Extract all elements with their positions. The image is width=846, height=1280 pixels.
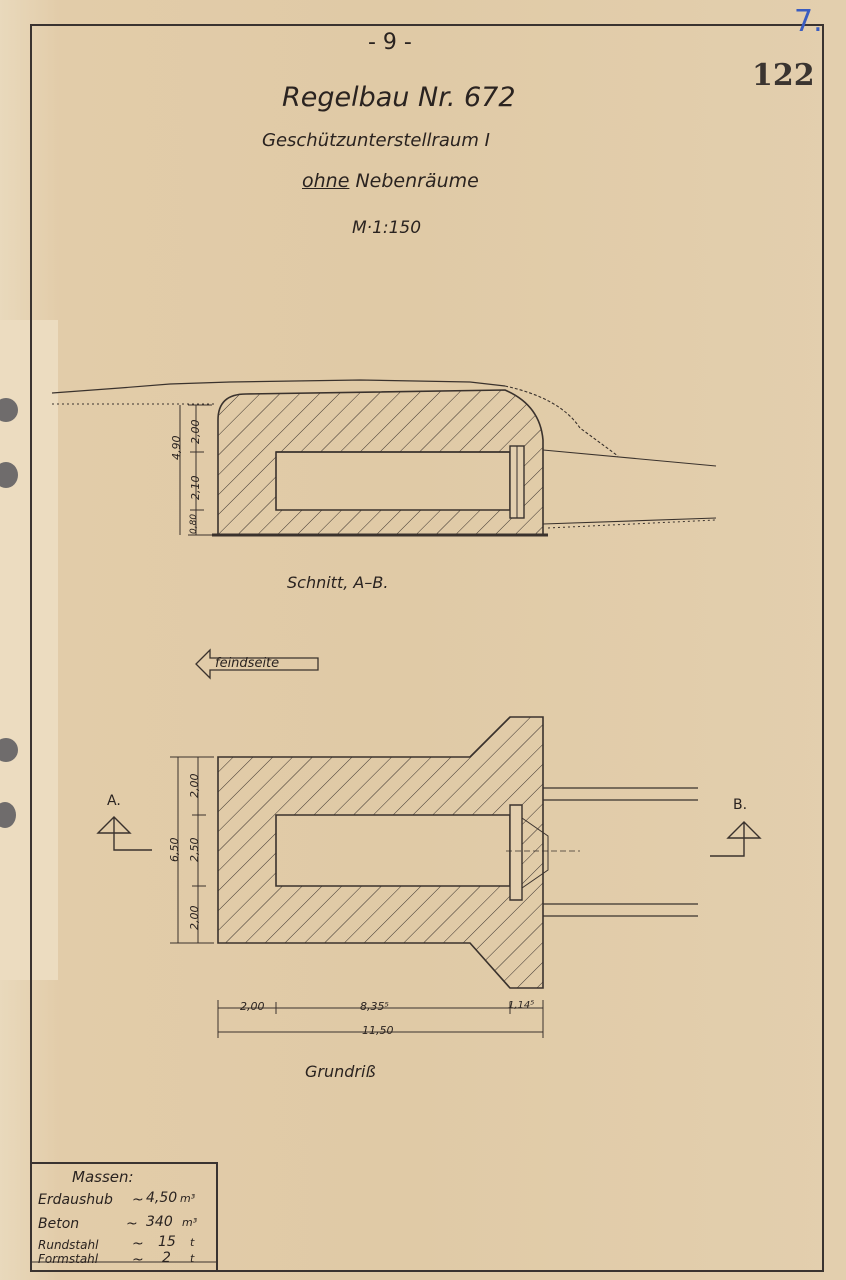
- massen-row-name: Beton: [38, 1216, 80, 1232]
- drawing-title: Regelbau Nr. 672: [282, 82, 516, 113]
- plan-dim-width-mid: 2,50: [188, 837, 201, 862]
- massen-row-value: 340: [146, 1214, 173, 1230]
- section-mark-a-label: A.: [107, 793, 121, 809]
- ground-slope-right: [543, 450, 716, 466]
- plan-dim-len-front: 1,14⁵: [508, 1000, 535, 1011]
- section-dim-bottom: 0,80: [189, 513, 199, 534]
- section-dim-top: 2,00: [189, 419, 202, 444]
- enemy-side-label: feindseite: [215, 656, 280, 671]
- massen-row-unit: m³: [180, 1192, 196, 1205]
- drawing-scale: M·1:150: [352, 218, 422, 238]
- plan-dim-width-total: 6,50: [168, 837, 181, 862]
- section-mark-b: [710, 822, 760, 856]
- massen-row-approx: ~: [132, 1236, 144, 1252]
- section-view: [52, 380, 716, 535]
- plan-dim-len-total: 11,50: [362, 1024, 394, 1037]
- plan-caption: Grundriß: [305, 1062, 376, 1081]
- plan-dim-width-bottom: 2,00: [188, 905, 201, 930]
- massen-row-name: Formstahl: [38, 1252, 99, 1266]
- massen-row-name: Rundstahl: [38, 1238, 99, 1252]
- variant-underlined: ohne: [302, 170, 350, 192]
- page-number: - 9 -: [368, 30, 412, 55]
- massen-row-approx: ~: [132, 1192, 144, 1208]
- section-mark-a: [98, 817, 152, 850]
- plan-dim-len-wall: 2,00: [240, 1000, 265, 1013]
- massen-row-unit: t: [190, 1236, 195, 1249]
- plan-dim-len-room: 8,35⁵: [360, 1000, 389, 1013]
- bunker-section-concrete: [218, 390, 543, 535]
- ground-line-right: [543, 518, 716, 524]
- massen-row-value: 4,50: [146, 1190, 178, 1206]
- massen-row-approx: ~: [126, 1216, 138, 1232]
- massen-row-value: 2: [162, 1250, 171, 1266]
- plan-embrasure: [510, 805, 522, 900]
- massen-heading: Massen:: [72, 1168, 134, 1186]
- massen-row-unit: t: [190, 1252, 195, 1265]
- massen-row-unit: m³: [182, 1216, 198, 1229]
- plan-dim-width-top: 2,00: [188, 773, 201, 798]
- section-caption: Schnitt, A–B.: [287, 573, 389, 592]
- massen-row-name: Erdaushub: [38, 1192, 113, 1208]
- section-dim-mid: 2,10: [189, 475, 202, 500]
- sheet-number: 122: [752, 58, 815, 93]
- section-mark-b-label: B.: [733, 797, 748, 813]
- massen-row-value: 15: [158, 1234, 176, 1250]
- plan-wing-wall-bottom: [543, 904, 698, 916]
- drawing-variant: [302, 170, 479, 192]
- variant-rest: Nebenräume: [355, 170, 479, 192]
- plan-view: [98, 717, 760, 1038]
- section-dim-total: 4,90: [170, 435, 183, 460]
- plan-concrete: [218, 717, 543, 988]
- drawing-subtitle: Geschützunterstellraum I: [262, 130, 490, 151]
- massen-row-approx: ~: [132, 1252, 144, 1268]
- archive-number: 7.: [794, 4, 823, 39]
- plan-wing-wall-top: [543, 788, 698, 800]
